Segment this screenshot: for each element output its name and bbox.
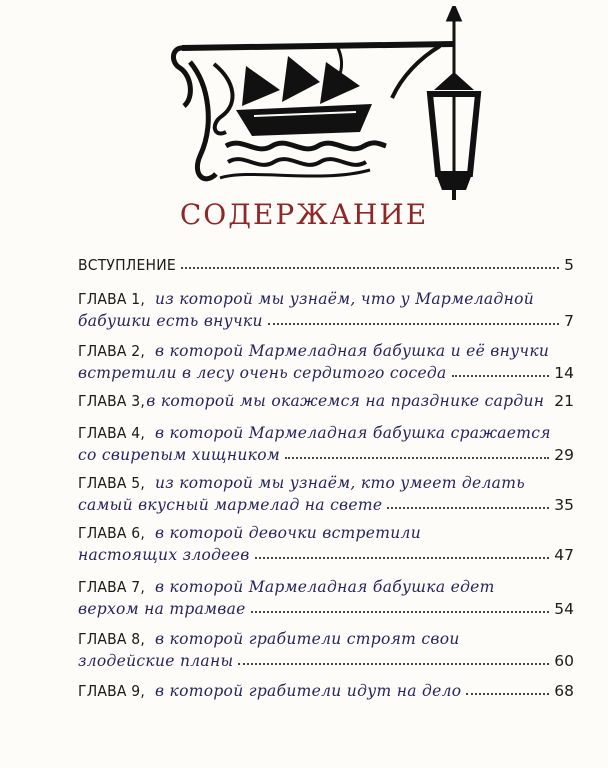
page-number: 47 [554,546,574,564]
page-number: 60 [554,652,574,670]
leader-dots [181,266,559,269]
page-number: 5 [564,256,574,274]
chapter-title-line-2: настоящих злодеев [78,546,250,564]
chapter-label: ГЛАВА 7, [78,578,145,596]
chapter-title-line-2: бабушки есть внучки [78,312,263,330]
page-number: 21 [554,392,574,410]
chapter-title-line-1: в которой Мармеладная бабушка и её внучки [154,342,550,360]
chapter-title-line-2: самый вкусный мармелад на свете [78,496,383,514]
page-number: 54 [554,600,574,618]
leader-dots [251,610,550,613]
chapter-title-line-1: из которой мы узнаём, кто умеет делать [154,474,525,492]
page-number: 35 [554,496,574,514]
leader-dots [285,456,549,459]
chapter-label: ГЛАВА 3, [78,392,145,410]
chapter-label: ГЛАВА 4, [78,424,145,442]
chapter-title-line-2: встретили в лесу очень сердитого соседа [78,364,447,382]
chapter-title-line-1: в которой девочки встретили [154,524,421,542]
ship-and-lantern-illustration [170,6,500,202]
leader-dots [255,556,550,559]
leader-dots [268,322,559,325]
chapter-label: ГЛАВА 5, [78,474,145,492]
chapter-title-line-2: со свирепым хищником [78,446,280,464]
chapter-title-line-1: в которой грабители строят свои [154,630,460,648]
page-number: 29 [554,446,574,464]
chapter-title-line-1: из которой мы узнаём, что у Мармеладной [154,290,535,308]
chapter-label: ГЛАВА 2, [78,342,145,360]
chapter-label: ГЛАВА 8, [78,630,145,648]
chapter-label: ГЛАВА 6, [78,524,145,542]
page-number: 7 [564,312,574,330]
page-number: 68 [554,682,574,700]
chapter-title-line-1: в которой мы окажемся на празднике сардин [146,392,545,410]
chapter-label: ВСТУПЛЕНИЕ [78,256,176,274]
leader-dots [238,662,549,665]
leader-dots [452,374,550,377]
page-number: 14 [554,364,574,382]
chapter-title-line-1: в которой грабители идут на дело [154,682,462,700]
chapter-label: ГЛАВА 9, [78,682,145,700]
chapter-title-line-1: в которой Мармеладная бабушка сражается [154,424,551,442]
chapter-title-line-1: в которой Мармеладная бабушка едет [154,578,495,596]
leader-dots [466,692,549,695]
page-title: СОДЕРЖАНИЕ [179,198,429,231]
chapter-title-line-2: злодейские планы [78,652,234,670]
chapter-title-line-2: верхом на трамвае [78,600,246,618]
leader-dots [387,506,549,509]
chapter-label: ГЛАВА 1, [78,290,145,308]
